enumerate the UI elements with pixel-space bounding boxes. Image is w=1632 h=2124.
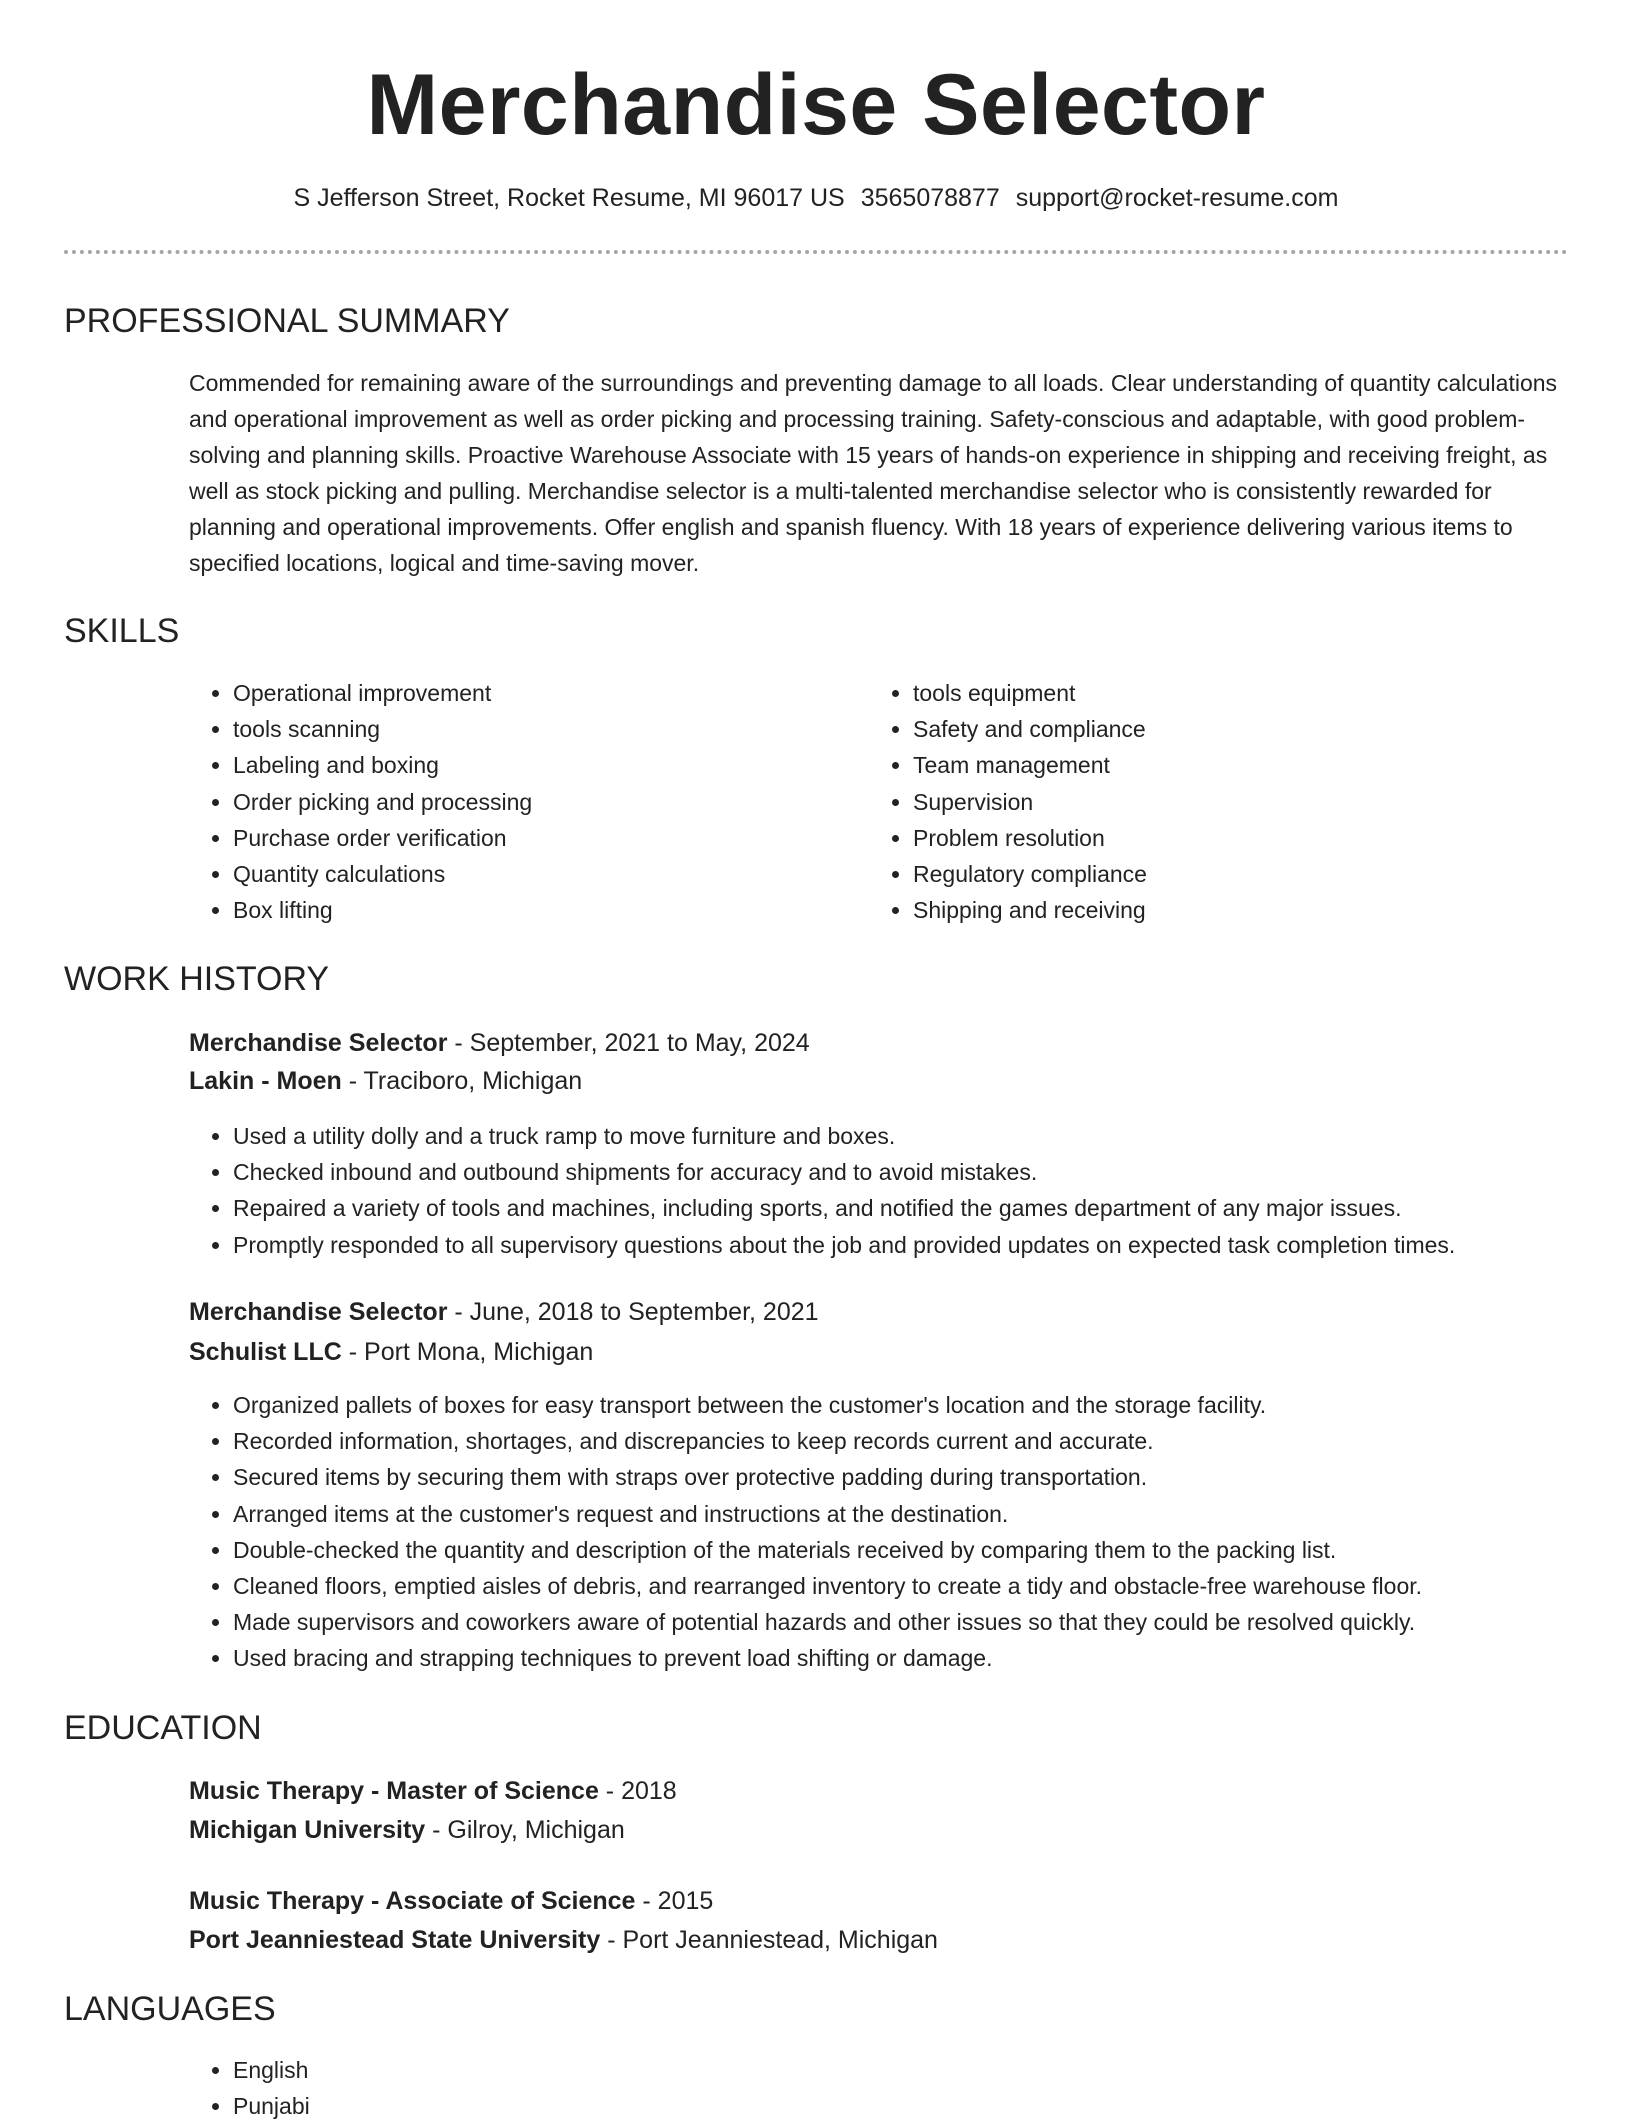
job-duty: • Repaired a variety of tools and machines, including sports, and notified the games department of any major issues. bbox=[233, 1190, 1632, 1226]
job-title: Merchandise Selector bbox=[189, 1298, 448, 1326]
job-duty: • Promptly responded to all supervisory questions about the job and provided updates on expected task completion times. bbox=[233, 1227, 1632, 1263]
job-location: - Port Mona, Michigan bbox=[341, 1338, 594, 1366]
header-divider bbox=[64, 250, 1568, 254]
job-duty: • Made supervisors and coworkers aware of potential hazards and other issues so that they could be resolved quickly. bbox=[233, 1604, 1632, 1640]
skill-item: • tools equipment bbox=[913, 675, 1553, 711]
email[interactable]: support@rocket-resume.com bbox=[1015, 184, 1339, 212]
job-company: Schulist LLC bbox=[189, 1338, 342, 1366]
job-duty: • Double-checked the quantity and description of the materials received by comparing them to the packing list. bbox=[233, 1532, 1632, 1568]
job-duties-list bbox=[189, 1387, 1632, 1677]
degree-year: - 2015 bbox=[635, 1887, 714, 1915]
phone: 3565078877 bbox=[860, 184, 1000, 212]
school-line bbox=[189, 1811, 625, 1849]
school-line bbox=[189, 1921, 938, 1959]
job-duty: • Used a utility dolly and a truck ramp to move furniture and boxes. bbox=[233, 1118, 1632, 1154]
section-title-education: EDUCATION bbox=[64, 1709, 262, 1747]
skill-item: • Order picking and processing bbox=[233, 784, 873, 820]
job-company-line bbox=[189, 1333, 593, 1371]
language-item: • Punjabi bbox=[233, 2088, 1632, 2124]
skill-item: • Safety and compliance bbox=[913, 711, 1553, 747]
skill-item: • tools scanning bbox=[233, 711, 873, 747]
job-duty: • Used bracing and strapping techniques to prevent load shifting or damage. bbox=[233, 1640, 1632, 1676]
section-title-skills: SKILLS bbox=[64, 612, 180, 650]
job-duty: • Checked inbound and outbound shipments for accuracy and to avoid mistakes. bbox=[233, 1154, 1632, 1190]
skill-item: • Labeling and boxing bbox=[233, 747, 873, 783]
job-dates: - September, 2021 to May, 2024 bbox=[447, 1029, 810, 1057]
section-title-summary: PROFESSIONAL SUMMARY bbox=[64, 302, 510, 340]
language-item: • English bbox=[233, 2052, 1632, 2088]
job-title: Merchandise Selector bbox=[189, 1029, 448, 1057]
skill-item: • Box lifting bbox=[233, 892, 873, 928]
address: S Jefferson Street, Rocket Resume, MI 96017 US bbox=[293, 184, 845, 212]
skill-item: • Shipping and receiving bbox=[913, 892, 1553, 928]
summary-text: Commended for remaining aware of the surroundings and preventing damage to all loads. Clear understanding of quantity calculations and operational improvement as well as order picking and processing training. Safety-conscious and adaptable, with good problem-solving and planning skills. Proactive Warehouse Associate with 15 years of hands-on experience in shipping and receiving freight, as well as stock picking and pulling. Merchandise selector is a multi-talented merchandise selector who is consistently rewarded for planning and operational improvements. Offer english and spanish fluency. With 18 years of experience delivering various items to specified locations, logical and time-saving mover. bbox=[189, 370, 1558, 576]
skill-item: • Quantity calculations bbox=[233, 856, 873, 892]
school: Port Jeanniestead State University bbox=[189, 1926, 601, 1954]
job-duty: • Organized pallets of boxes for easy transport between the customer's location and the storage facility. bbox=[233, 1387, 1632, 1423]
contact-line bbox=[0, 181, 1632, 215]
job-duty: • Recorded information, shortages, and discrepancies to keep records current and accurate. bbox=[233, 1423, 1632, 1459]
job-duty: • Secured items by securing them with straps over protective padding during transportation. bbox=[233, 1459, 1632, 1495]
skill-item: • Problem resolution bbox=[913, 820, 1553, 856]
degree-line bbox=[189, 1772, 677, 1810]
job-location: - Traciboro, Michigan bbox=[341, 1067, 583, 1095]
school-location: - Gilroy, Michigan bbox=[425, 1816, 625, 1844]
candidate-name: Merchandise Selector bbox=[366, 57, 1266, 153]
skill-item: • Regulatory compliance bbox=[913, 856, 1553, 892]
section-title-languages: LANGUAGES bbox=[64, 1990, 276, 2028]
degree-year: - 2018 bbox=[598, 1777, 677, 1805]
degree: Music Therapy - Associate of Science bbox=[189, 1887, 636, 1915]
job-dates: - June, 2018 to September, 2021 bbox=[447, 1298, 819, 1326]
degree-line bbox=[189, 1882, 713, 1920]
degree: Music Therapy - Master of Science bbox=[189, 1777, 599, 1805]
job-title-line bbox=[189, 1293, 819, 1331]
job-duty: • Cleaned floors, emptied aisles of debris, and rearranged inventory to create a tidy and obstacle-free warehouse floor. bbox=[233, 1568, 1632, 1604]
skills-list-right bbox=[869, 675, 1553, 928]
job-duty: • Arranged items at the customer's request and instructions at the destination. bbox=[233, 1496, 1632, 1532]
skill-item: • Purchase order verification bbox=[233, 820, 873, 856]
job-duties-list bbox=[189, 1118, 1632, 1263]
skill-item: • Operational improvement bbox=[233, 675, 873, 711]
job-title-line bbox=[189, 1024, 810, 1062]
skill-item: • Team management bbox=[913, 747, 1553, 783]
languages-list bbox=[189, 2052, 1632, 2124]
job-company: Lakin - Moen bbox=[189, 1067, 342, 1095]
section-title-work: WORK HISTORY bbox=[64, 960, 330, 998]
skills-list-left bbox=[189, 675, 873, 928]
school: Michigan University bbox=[189, 1816, 426, 1844]
skill-item: • Supervision bbox=[913, 784, 1553, 820]
job-company-line bbox=[189, 1062, 582, 1100]
school-location: - Port Jeanniestead, Michigan bbox=[600, 1926, 938, 1954]
